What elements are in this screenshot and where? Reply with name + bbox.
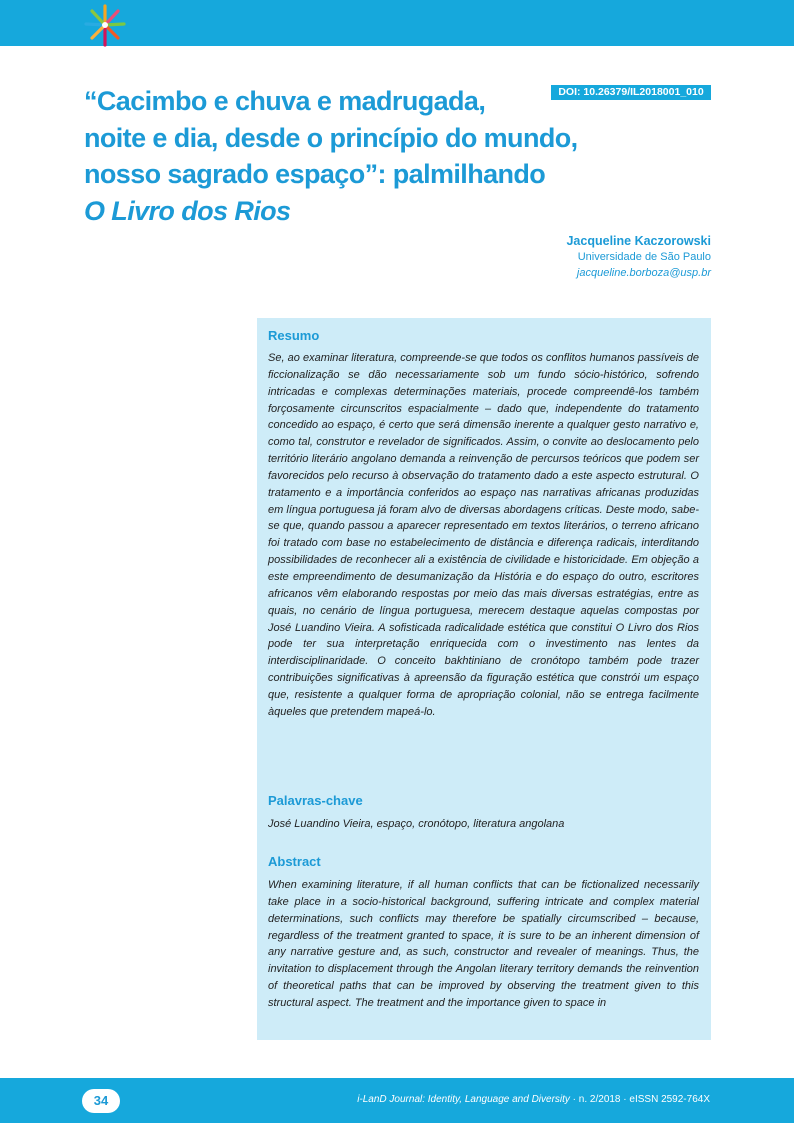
author-block	[566, 233, 711, 281]
keywords-heading: Palavras-chave	[268, 793, 363, 808]
abstract-text: When examining literature, if all human conflicts that can be fictionalized necessarily take place in a socio-historical background, suffering intricate and complex material determinations, such conflicts may therefore be spatially circumscribed – because, regardless of the treatment granted to space, it is sure to be an inherent dimension of any narrative gesture and, as such, constructor and revealer of meanings. Thus, the invitation to displacement through the Angolan literary territory demands the reinvention of theoretical paths that can be improved by observing the treatment given to this structural aspect. The treatment and the importance given to space in	[268, 879, 699, 1009]
doi-label[interactable]: DOI: 10.26379/IL2018001_010	[551, 85, 711, 100]
abstract-heading: Abstract	[268, 854, 321, 869]
footer-journal-name: i-LanD Journal: Identity, Language and Diversity	[357, 1094, 570, 1105]
footer-journal-info	[357, 1093, 710, 1107]
author-affiliation: Universidade de São Paulo	[577, 251, 711, 263]
resumo-heading: Resumo	[268, 328, 320, 343]
resumo-text: Se, ao examinar literatura, compreende-se que todos os conflitos humanos passíveis de ficcionalização se dão necessariamente sob um fundo sócio-histórico, sofrendo intricadas e complexas determinações materiais, procede compreendê-los também forçosamente circunscritos espacialmente – dado que, independente do tratamento concedido ao espaço, é certo que será dimensão inerente a qualquer gesto narrativo e, como tal, construtor e revelador de significados. Assim, o convite ao deslocamento pelo território literário angolano demanda a reinvenção de percursos teóricos que podem ser favorecidos pelo recurso à observação do tratamento dado a este aspecto estrutural. O tratamento e a importância conferidos ao espaço nas narrativas africanas produzidas em língua portuguesa já foram alvo de diversas abordagens críticas. Deste modo, sabe-se que, quando passou a aparecer representado em textos literários, o terreno africano foi tratado com base no estabelecimento de distância e diferença radicais, interditando possibilidades de reconhecer ali a existência de civilidade e historicidade. Em objeção a este empreendimento de desumanização da História e do espaço do outro, escritores africanos vêm elaborando respostas por meio das mais diversas estratégias, entre as quais, no cenário de língua portuguesa, merecem destaque aquelas compostas por José Luandino Vieira. A sofisticada radicalidade estética que constitui O Livro dos Rios pode ter sua interpretação enriquecida com o investimento nas lentes da interdisciplinaridade. O conceito bakhtiniano de cronótopo também pode trazer contribuições significativas à apreensão da figuração estética que constrói um espaço que, resistente a qualquer forma de apropriação colonial, não se entrega facilmente àqueles que pretendem mapeá-lo.	[268, 352, 699, 718]
author-name: Jacqueline Kaczorowski	[566, 234, 711, 248]
abstract-box	[257, 318, 711, 1040]
footer-journal-issue: · n. 2/2018 · eISSN 2592-764X	[569, 1094, 710, 1105]
article-title	[84, 83, 704, 229]
author-email[interactable]: jacqueline.borboza@usp.br	[576, 267, 711, 279]
title-line: noite e dia, desde o princípio do mundo,	[84, 122, 578, 153]
keywords-text: José Luandino Vieira, espaço, cronótopo, literatura angolana	[268, 818, 565, 830]
page-number-badge: 34	[82, 1089, 120, 1113]
title-line: nosso sagrado espaço”: palmilhando	[84, 159, 546, 189]
title-line-book: O Livro dos Rios	[84, 195, 291, 226]
title-line: “Cacimbo e chuva e madrugada,	[84, 86, 486, 116]
colorful-star-logo-icon	[80, 2, 130, 48]
